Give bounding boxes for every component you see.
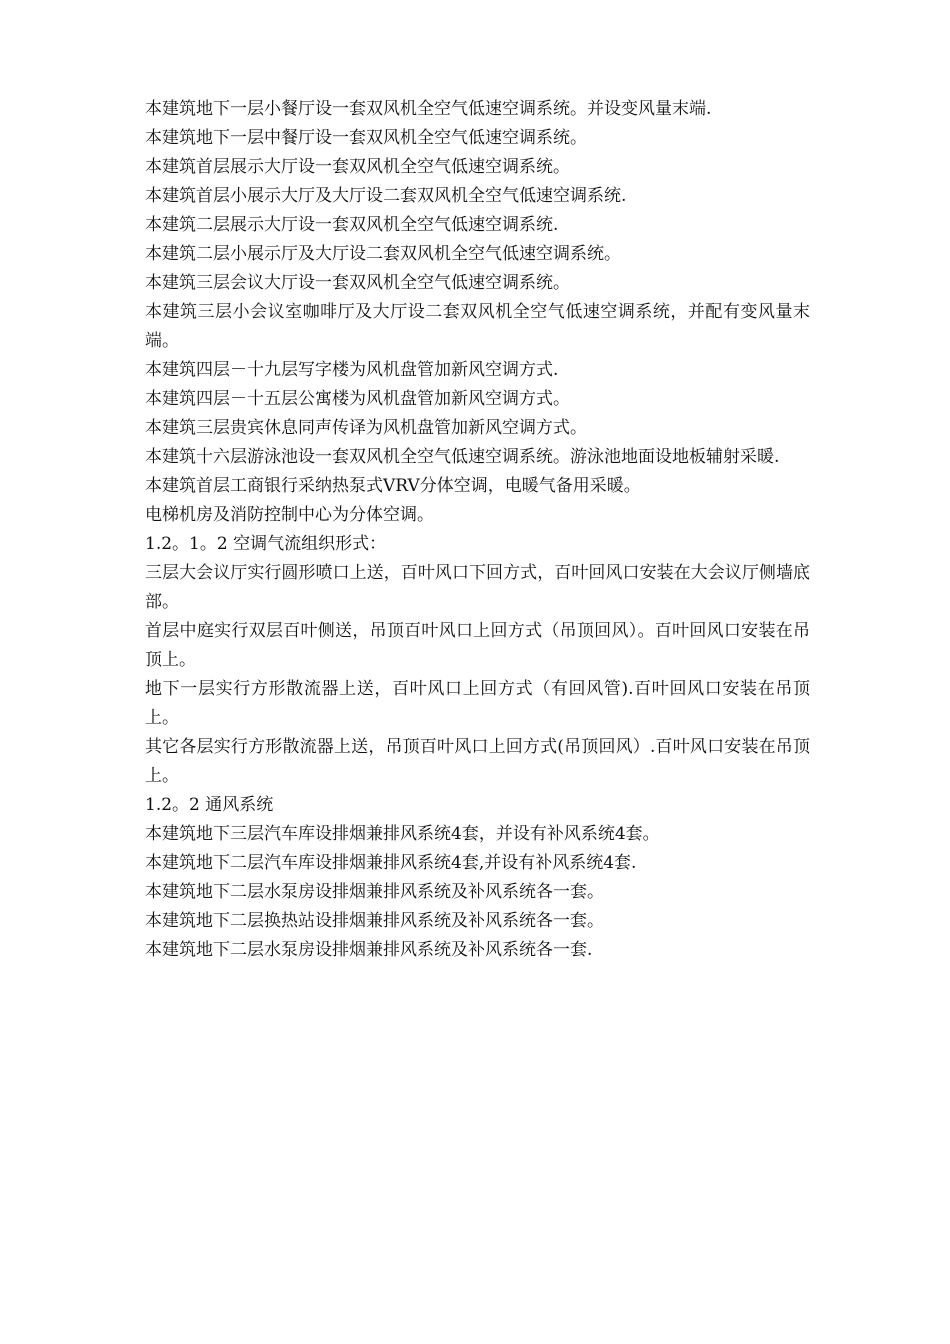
paragraph: 本建筑地下二层换热站设排烟兼排风系统及补风系统各一套。: [145, 911, 604, 931]
paragraph: 本建筑十六层游泳池设一套双风机全空气低速空调系统。游泳池地面设地板辅射采暖.: [145, 447, 780, 467]
paragraph: 地下一层实行方形散流器上送，百叶风口上回方式（有回风管).百叶回风口安装在吊顶上。: [145, 679, 810, 728]
paragraph: 本建筑地下二层汽车库设排烟兼排风系统4套,并设有补风系统4套.: [145, 853, 637, 873]
paragraph: 本建筑三层会议大厅设一套双风机全空气低速空调系统。: [145, 273, 570, 293]
paragraph: 三层大会议厅实行圆形喷口上送，百叶风口下回方式，百叶回风口安装在大会议厅侧墙底部。: [145, 563, 810, 612]
document-body: [145, 95, 810, 965]
paragraph: 本建筑二层小展示厅及大厅设二套双风机全空气低速空调系统。: [145, 244, 621, 264]
paragraph: 电梯机房及消防控制中心为分体空调。: [145, 505, 434, 525]
paragraph: 本建筑地下三层汽车库设排烟兼排风系统4套，并设有补风系统4套。: [145, 824, 660, 844]
section-heading: 1.2。2 通风系统: [145, 795, 274, 815]
paragraph: 本建筑地下一层中餐厅设一套双风机全空气低速空调系统。: [145, 128, 587, 148]
paragraph: 本建筑二层展示大厅设一套双风机全空气低速空调系统.: [145, 215, 559, 235]
paragraph: 本建筑首层小展示大厅及大厅设二套双风机全空气低速空调系统.: [145, 186, 627, 206]
paragraph: 本建筑首层展示大厅设一套双风机全空气低速空调系统。: [145, 157, 570, 177]
paragraph: 本建筑三层小会议室咖啡厅及大厅设二套双风机全空气低速空调系统，并配有变风量末端。: [145, 302, 810, 351]
paragraph: 首层中庭实行双层百叶侧送，吊顶百叶风口上回方式（吊顶回风）。百叶回风口安装在吊顶上。: [145, 621, 810, 670]
paragraph: 本建筑三层贵宾休息同声传译为风机盘管加新风空调方式。: [145, 418, 587, 438]
paragraph: 本建筑地下二层水泵房设排烟兼排风系统及补风系统各一套。: [145, 882, 604, 902]
paragraph: 本建筑四层－十五层公寓楼为风机盘管加新风空调方式。: [145, 389, 570, 409]
paragraph: 本建筑地下一层小餐厅设一套双风机全空气低速空调系统。并设变风量末端.: [145, 99, 712, 119]
section-heading: 1.2。1。2 空调气流组织形式：: [145, 534, 387, 554]
paragraph: 本建筑地下二层水泵房设排烟兼排风系统及补风系统各一套.: [145, 940, 593, 960]
paragraph: 本建筑四层－十九层写字楼为风机盘管加新风空调方式.: [145, 360, 559, 380]
paragraph: 本建筑首层工商银行采纳热泵式VRV分体空调，电暖气备用采暖。: [145, 476, 641, 496]
paragraph: 其它各层实行方形散流器上送，吊顶百叶风口上回方式(吊顶回风）.百叶风口安装在吊顶上。: [145, 737, 810, 786]
